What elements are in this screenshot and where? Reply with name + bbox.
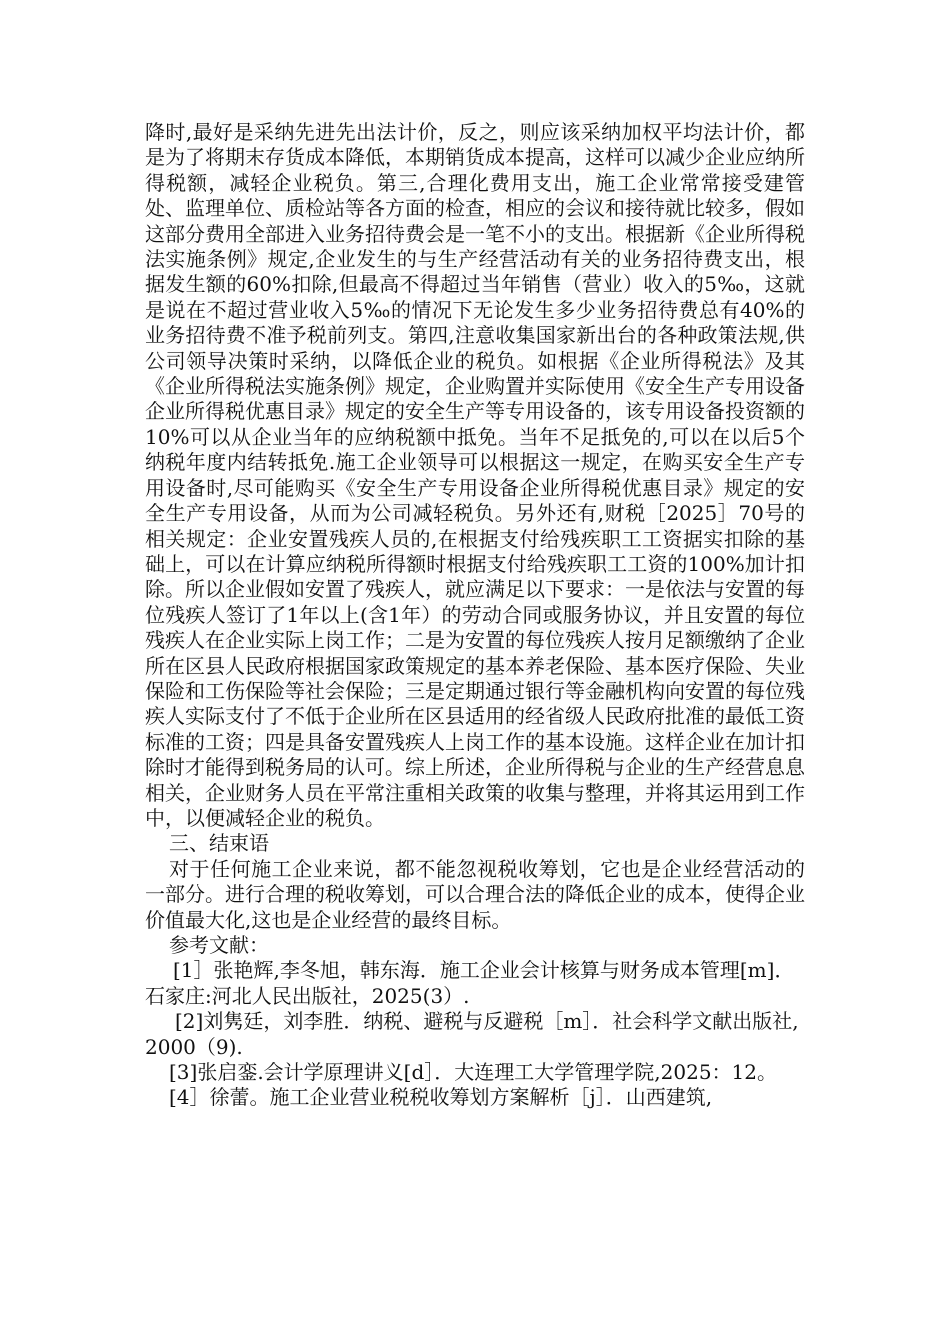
section-heading-conclusion: 三、结束语 [169, 831, 269, 856]
references-heading: 参考文献： [169, 933, 269, 957]
reference-item: [2]刘隽廷，刘李胜．纳税、避税与反避税［m］．社会科学文献出版社,2000（9). [145, 1009, 799, 1059]
reference-item: [3]张启銮.会计学原理讲义[d］．大连理工大学管理学院,2025：12。 [169, 1060, 777, 1085]
document-page [145, 120, 805, 1111]
conclusion-paragraph: 对于任何施工企业来说，都不能忽视税收筹划，它也是企业经营活动的一部分。进行合理的税收筹划，可以合理合法的降低企业的成本，使得企业价值最大化,这也是企业经营的最终目标。 [145, 856, 805, 932]
reference-item: [1］张艳辉,李冬旭，韩东海．施工企业会计核算与财务成本管理[m]．石家庄:河北人民出版社，2025(3）. [145, 958, 795, 1008]
reference-item: [4］徐蕾。施工企业营业税税收筹划方案解析［j］．山西建筑, [169, 1085, 713, 1110]
body-paragraph: 降时,最好是采纳先进先出法计价，反之，则应该采纳加权平均法计价，都是为了将期末存货成本降低，本期销货成本提高，这样可以减少企业应纳所得税额，减轻企业税负。第三,合理化费用支出，施工企业常常接受建管处、监理单位、质检站等各方面的检查，相应的会议和接待就比较多，假如这部分费用全部进入业务招待费会是一笔不小的支出。根据新《企业所得税法实施条例》规定,企业发生的与生产经营活动有关的业务招待费支出，根据发生额的60%扣除,但最高不得超过当年销售（营业）收入的5‰，这就是说在不超过营业收入5‰的情况下无论发生多少业务招待费总有40%的业务招待费不准予税前列支。第四,注意收集国家新出台的各种政策法规,供公司领导决策时采纳，以降低企业的税负。如根据《企业所得税法》及其《企业所得税法实施条例》规定，企业购置并实际使用《安全生产专用设备企业所得税优惠目录》规定的安全生产等专用设备的，该专用设备投资额的10%可以从企业当年的应纳税额中抵免。当年不足抵免的,可以在以后5个纳税年度内结转抵免.施工企业领导可以根据这一规定，在购买安全生产专用设备时,尽可能购买《安全生产专用设备企业所得税优惠目录》规定的安全生产专用设备，从而为公司减轻税负。另外还有,财税［2025］70号的相关规定：企业安置残疾人员的,在根据支付给残疾职工工资据实扣除的基础上，可以在计算应纳税所得额时根据支付给残疾职工工资的100%加计扣除。所以企业假如安置了残疾人，就应满足以下要求：一是依法与安置的每位残疾人签订了1年以上(含1年）的劳动合同或服务协议，并且安置的每位残疾人在企业实际上岗工作；二是为安置的每位残疾人按月足额缴纳了企业所在区县人民政府根据国家政策规定的基本养老保险、基本医疗保险、失业保险和工伤保险等社会保险；三是定期通过银行等金融机构向安置的每位残疾人实际支付了不低于企业所在区县适用的经省级人民政府批准的最低工资标准的工资；四是具备安置残疾人上岗工作的基本设施。这样企业在加计扣除时才能得到税务局的认可。综上所述，企业所得税与企业的生产经营息息相关，企业财务人员在平常注重相关政策的收集与整理，并将其运用到工作中，以便减轻企业的税负。 [145, 120, 805, 830]
